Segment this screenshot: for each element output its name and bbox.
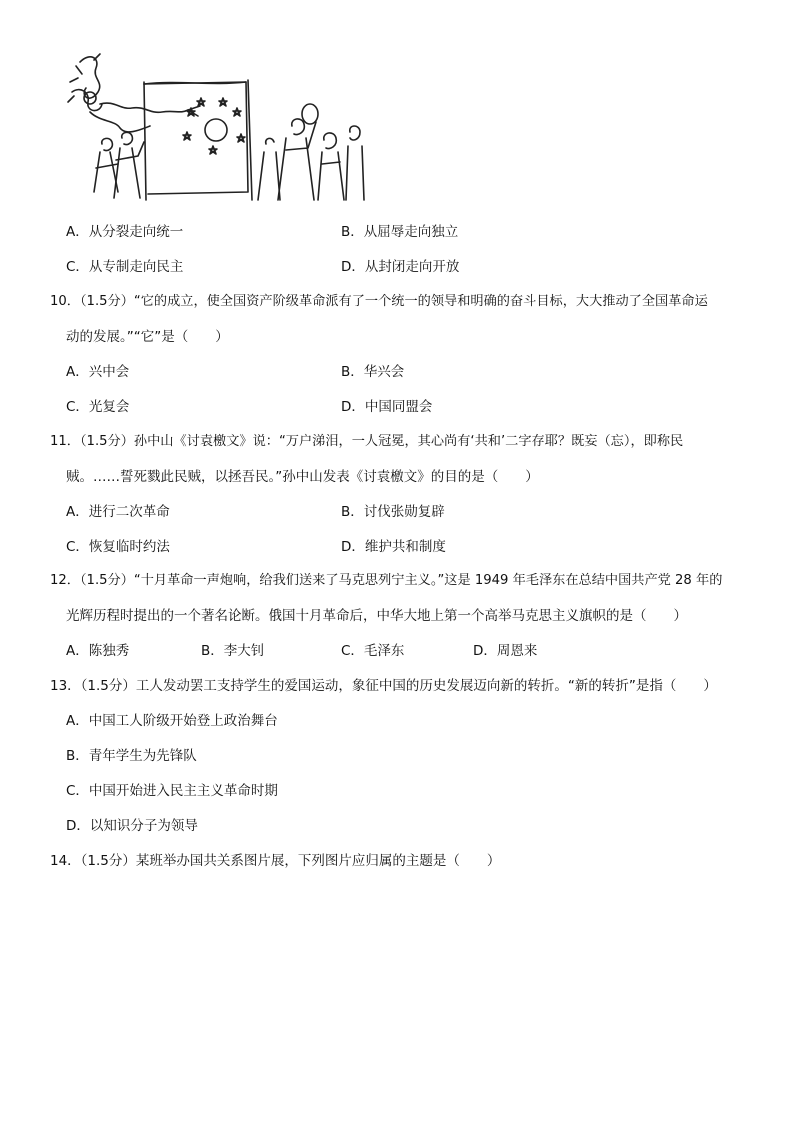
q13-stem-line1: 13．（1.5分）工人发动罢工支持学生的爱国运动，象征中国的历史发展迈向新的转折。“新的转折”是指（ ）: [50, 678, 717, 694]
q10-stem-line1: 10．（1.5分）“它的成立，使全国资产阶级革命派有了一个统一的领导和明确的奋斗目标，大大推动了全国革命运: [50, 294, 708, 309]
cartoon-illustration: [60, 52, 370, 204]
q12-stem-line1: 12．（1.5分）“十月革命一声炮响，给我们送来了马克思列宁主义。”这是 1949 年毛泽东在总结中国共产党 28 年的: [50, 573, 723, 588]
q11-stem-line1: 11．（1.5分）孙中山《讨袁檄文》说：“万户涕泪，一人冠冕，其心尚有‘共和’二字存耶？既妄（忘），即称民: [50, 434, 684, 449]
q11-option-d: D．维护共和制度: [341, 539, 446, 555]
q9-option-c: C．从专制走向民主: [66, 259, 184, 275]
q9-option-d: D．从封闭走向开放: [341, 259, 460, 275]
q12-option-d: D．周恩来: [473, 643, 538, 659]
q10-option-b: B．华兴会: [341, 364, 405, 380]
q10-option-d: D．中国同盟会: [341, 399, 433, 415]
q9-option-b: B．从屈辱走向独立: [341, 224, 459, 240]
q13-option-c: C．中国开始进入民主主义革命时期: [66, 783, 278, 799]
q11-option-a: A．进行二次革命: [66, 504, 170, 520]
q12-option-b: B．李大钊: [201, 643, 265, 659]
q12-stem-line2: 光辉历程时提出的一个著名论断。俄国十月革命后，中华大地上第一个高举马克思主义旗帜的是（ ）: [66, 608, 687, 624]
q10-option-a: A．兴中会: [66, 364, 130, 380]
q14-stem-line1: 14．（1.5分）某班举办国共关系图片展，下列图片应归属的主题是（ ）: [50, 853, 501, 869]
q11-option-b: B．讨伐张勋复辟: [341, 504, 445, 520]
q10-stem-line2: 动的发展。”“它”是（ ）: [66, 329, 229, 345]
q11-stem-line2: 贼。……誓死戮此民贼，以拯吾民。”孙中山发表《讨袁檄文》的目的是（ ）: [66, 469, 539, 485]
q13-option-a: A．中国工人阶级开始登上政治舞台: [66, 713, 278, 729]
q10-option-c: C．光复会: [66, 399, 130, 415]
q13-option-d: D．以知识分子为领导: [66, 818, 198, 834]
q12-option-a: A．陈独秀: [66, 643, 130, 659]
q11-option-c: C．恢复临时约法: [66, 539, 170, 555]
q12-option-c: C．毛泽东: [341, 643, 405, 659]
q9-option-a: A．从分裂走向统一: [66, 224, 184, 240]
q13-option-b: B．青年学生为先锋队: [66, 748, 197, 764]
